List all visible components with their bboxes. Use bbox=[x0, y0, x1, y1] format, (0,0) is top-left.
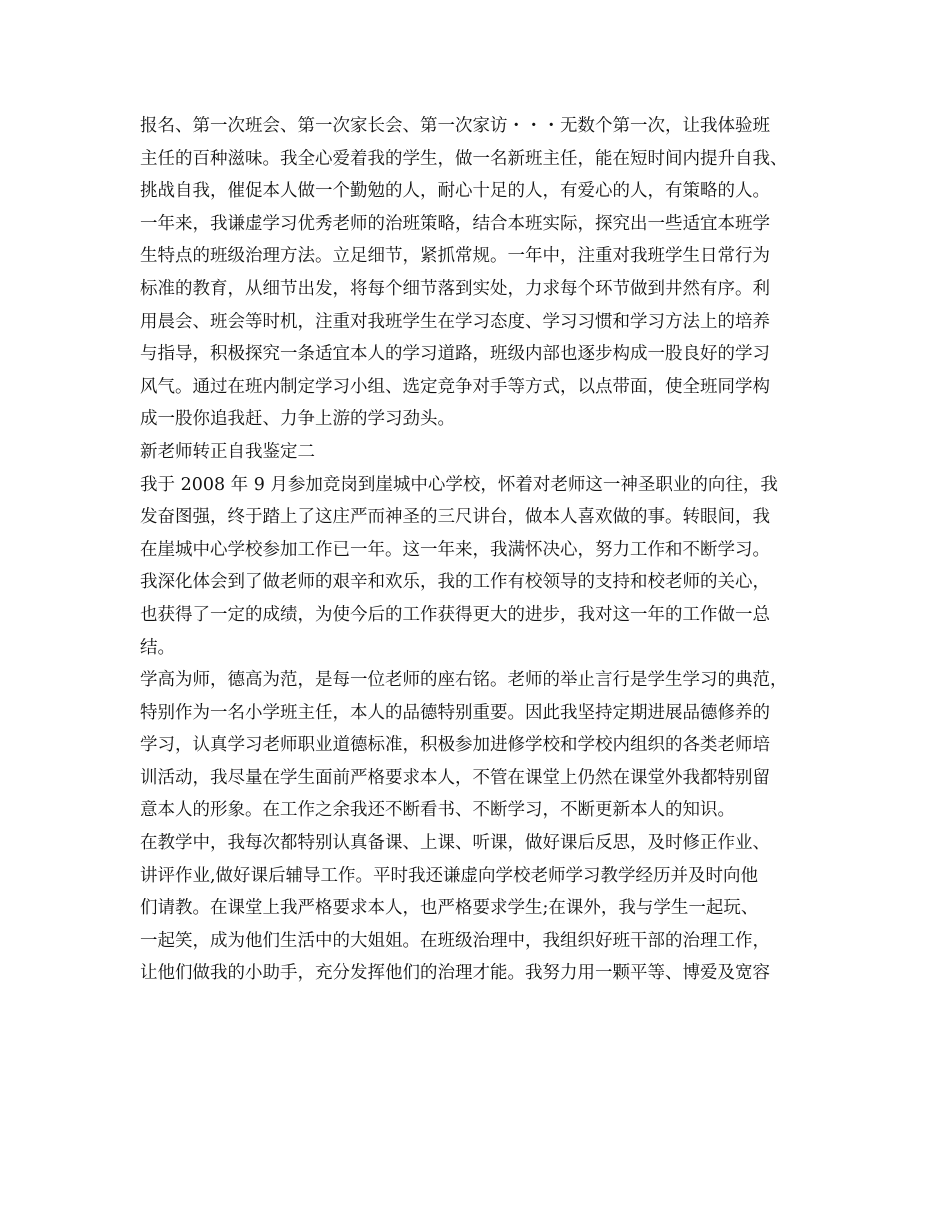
text-line: 挑战自我，催促本人做一个勤勉的人，耐心十足的人，有爱心的人，有策略的人。 bbox=[140, 181, 770, 202]
document-body bbox=[140, 110, 830, 990]
text-line: 特别作为一名小学班主任，本人的品德特别重要。因此我坚持定期进展品德修养的 bbox=[140, 702, 770, 723]
text-line: 一起笑，成为他们生活中的大姐姐。在班级治理中，我组织好班干部的治理工作， bbox=[140, 930, 770, 951]
text-line: 训活动，我尽量在学生面前严格要求本人，不管在课堂上仍然在课堂外我都特别留 bbox=[140, 767, 770, 788]
text-line: 结。 bbox=[140, 637, 175, 658]
text-line: 我于 2008 年 9 月参加竞岗到崖城中心学校，怀着对老师这一神圣职业的向往，我 bbox=[140, 474, 778, 495]
text-line: 们请教。在课堂上我严格要求本人，也严格要求学生;在课外，我与学生一起玩、 bbox=[140, 898, 759, 919]
text-line: 也获得了一定的成绩，为使今后的工作获得更大的进步，我对这一年的工作做一总 bbox=[140, 604, 770, 625]
text-line: 发奋图强，终于踏上了这庄严而神圣的三尺讲台，做本人喜欢做的事。转眼间，我 bbox=[140, 507, 770, 528]
text-line: 在崖城中心学校参加工作已一年。这一年来，我满怀决心，努力工作和不断学习。 bbox=[140, 539, 770, 560]
text-line: 标准的教育，从细节出发，将每个细节落到实处，力求每个环节做到井然有序。利 bbox=[140, 278, 770, 299]
text-line: 成一股你追我赶、力争上游的学习劲头。 bbox=[140, 409, 455, 430]
section-heading: 新老师转正自我鉴定二 bbox=[140, 441, 315, 462]
text-line: 讲评作业,做好课后辅导工作。平时我还谦虚向学校老师学习教学经历并及时向他 bbox=[140, 865, 759, 886]
text-line: 让他们做我的小助手，充分发挥他们的治理才能。我努力用一颗平等、博爱及宽容 bbox=[140, 963, 770, 984]
text-line: 我深化体会到了做老师的艰辛和欢乐，我的工作有校领导的支持和校老师的关心， bbox=[140, 572, 770, 593]
text-line: 用晨会、班会等时机，注重对我班学生在学习态度、学习习惯和学习方法上的培养 bbox=[140, 311, 770, 332]
text-line: 一年来，我谦虚学习优秀老师的治班策略，结合本班实际，探究出一些适宜本班学 bbox=[140, 213, 770, 234]
text-line: 意本人的形象。在工作之余我还不断看书、不断学习，不断更新本人的知识。 bbox=[140, 800, 735, 821]
text-line: 学习，认真学习老师职业道德标准，积极参加进修学校和学校内组织的各类老师培 bbox=[140, 735, 770, 756]
text-line: 风气。通过在班内制定学习小组、选定竞争对手等方式，以点带面，使全班同学构 bbox=[140, 376, 770, 397]
text-line: 在教学中，我每次都特别认真备课、上课、听课，做好课后反思，及时修正作业、 bbox=[140, 833, 770, 854]
text-line: 主任的百种滋味。我全心爱着我的学生，做一名新班主任，能在短时间内提升自我、 bbox=[140, 148, 788, 169]
text-line: 报名、第一次班会、第一次家长会、第一次家访・・・无数个第一次，让我体验班 bbox=[140, 116, 770, 136]
text-line: 学高为师，德高为范，是每一位老师的座右铭。老师的举止言行是学生学习的典范， bbox=[140, 670, 788, 691]
text-line: 生特点的班级治理方法。立足细节，紧抓常规。一年中，注重对我班学生日常行为 bbox=[140, 246, 770, 267]
text-line: 与指导，积极探究一条适宜本人的学习道路，班级内部也逐步构成一股良好的学习 bbox=[140, 344, 770, 365]
